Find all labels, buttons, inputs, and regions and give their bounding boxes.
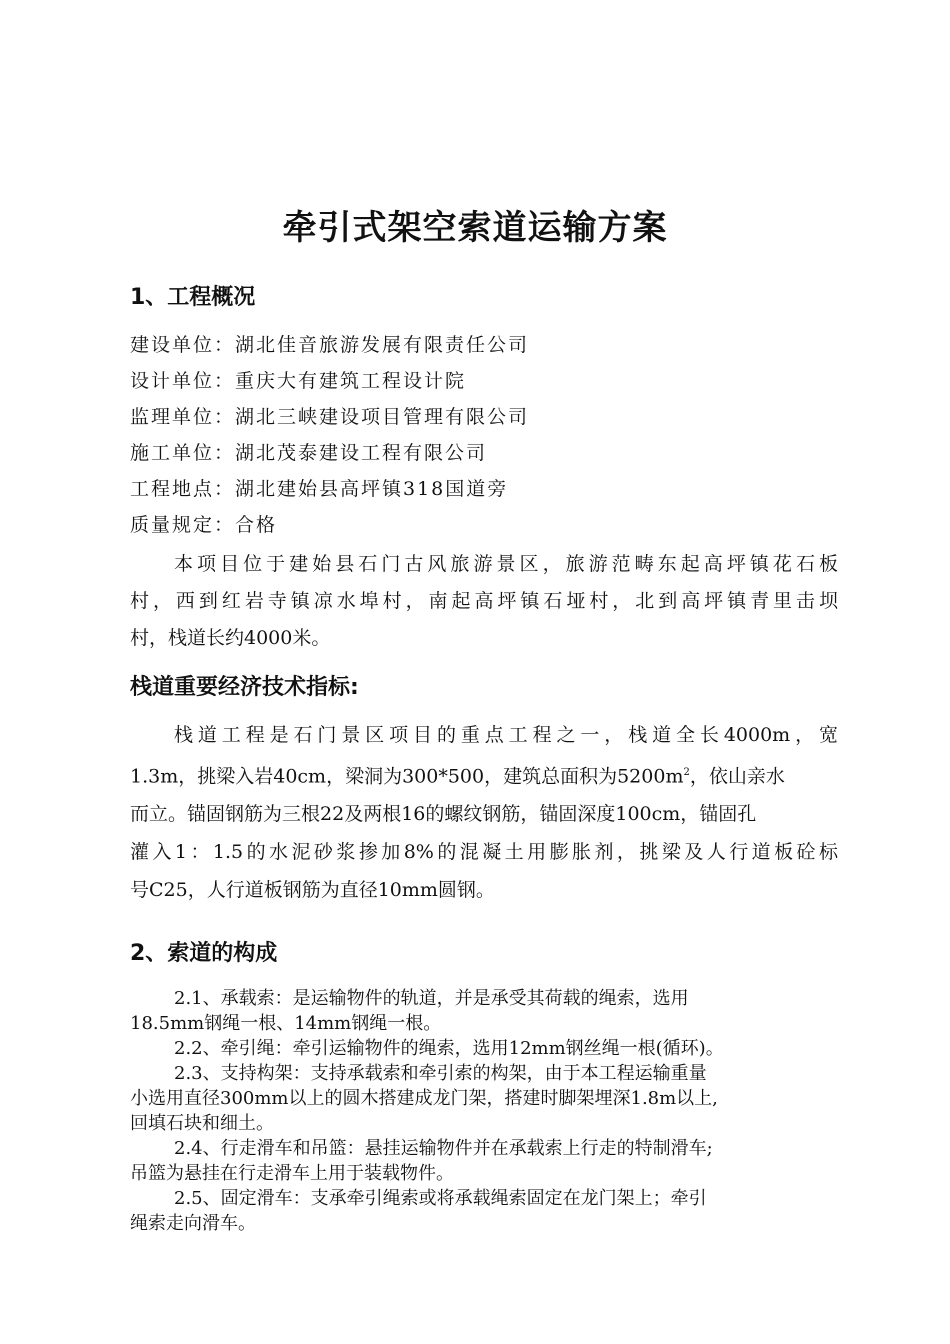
component-line: 小选用直径300mm以上的圆木搭建成龙门架，搭建时脚架埋深1.8m以上, (130, 1088, 718, 1109)
component-line: 18.5mm钢绳一根、14mm钢绳一根。 (130, 1013, 442, 1034)
indicator-line: 灌入1：1.5的水泥砂浆掺加8%的混凝土用膨胀剂，挑梁及人行道板砼标 (130, 841, 838, 864)
indicator-anchor-text: 锚固钢筋为三根22及两根16的螺纹钢筋，锚固深度100cm，锚固孔 (187, 803, 757, 826)
section-heading-indicators: 栈道重要经济技术指标: (130, 675, 359, 700)
cableway-components (130, 986, 838, 1236)
intro-line: 本项目位于建始县石门古风旅游景区，旅游范畴东起高坪镇花石板 (174, 553, 838, 575)
info-line-contractor: 施工单位：湖北茂泰建设工程有限公司 (130, 442, 488, 464)
area-unit-superscript: 2 (683, 767, 690, 778)
intro-line: 村，西到红岩寺镇凉水埠村，南起高坪镇石垭村，北到高坪镇青里击坝 (130, 590, 838, 612)
intro-paragraph (130, 546, 838, 657)
indicator-area-tail: ，依山亲水 (689, 765, 785, 788)
component-line: 吊篮为悬挂在行走滑车上用于装载物件。 (130, 1163, 454, 1184)
indicator-line: 号C25，人行道板钢筋为直径10mm圆钢。 (130, 879, 495, 902)
info-line-quality: 质量规定：合格 (130, 514, 278, 536)
component-line: 2.5、固定滑车：支承牵引绳索或将承载绳索固定在龙门架上；牵引 (174, 1188, 707, 1209)
section-heading-cableway: 2、索道的构成 (130, 941, 278, 966)
component-line: 2.3、支持构架：支持承载索和牵引索的构架，由于本工程运输重量 (174, 1063, 707, 1084)
indicator-line-area (130, 754, 838, 795)
info-line-builder: 建设单位：湖北佳音旅游发展有限责任公司 (130, 334, 530, 356)
info-line-location: 工程地点：湖北建始县高坪镇318国道旁 (130, 478, 509, 500)
component-line: 回填石块和细土。 (130, 1113, 274, 1134)
intro-line: 村，栈道长约4000米。 (130, 627, 331, 649)
indicator-line (130, 795, 838, 833)
component-line: 2.4、行走滑车和吊篮：悬挂运输物件并在承载索上行走的特制滑车; (174, 1138, 713, 1159)
document-title: 牵引式架空索道运输方案 (282, 208, 668, 248)
indicator-line-prefix: 而立。 (130, 803, 188, 826)
indicator-area-text: 1.3m，挑梁入岩40cm，梁洞为300*500，建筑总面积为5200m (130, 765, 684, 788)
component-line: 绳索走向滑车。 (130, 1213, 256, 1234)
indicator-line: 栈道工程是石门景区项目的重点工程之一，栈道全长4000m，宽 (174, 724, 838, 746)
component-line: 2.2、牵引绳：牵引运输物件的绳索，选用12mm钢丝绳一根(循环)。 (174, 1038, 724, 1059)
info-line-supervisor: 监理单位：湖北三峡建设项目管理有限公司 (130, 406, 530, 428)
component-line: 2.1、承载索：是运输物件的轨道，并是承受其荷载的绳索，选用 (174, 988, 689, 1009)
info-line-designer: 设计单位：重庆大有建筑工程设计院 (130, 370, 467, 392)
indicators-paragraph (130, 716, 838, 909)
section-heading-overview: 1、工程概况 (130, 285, 256, 310)
